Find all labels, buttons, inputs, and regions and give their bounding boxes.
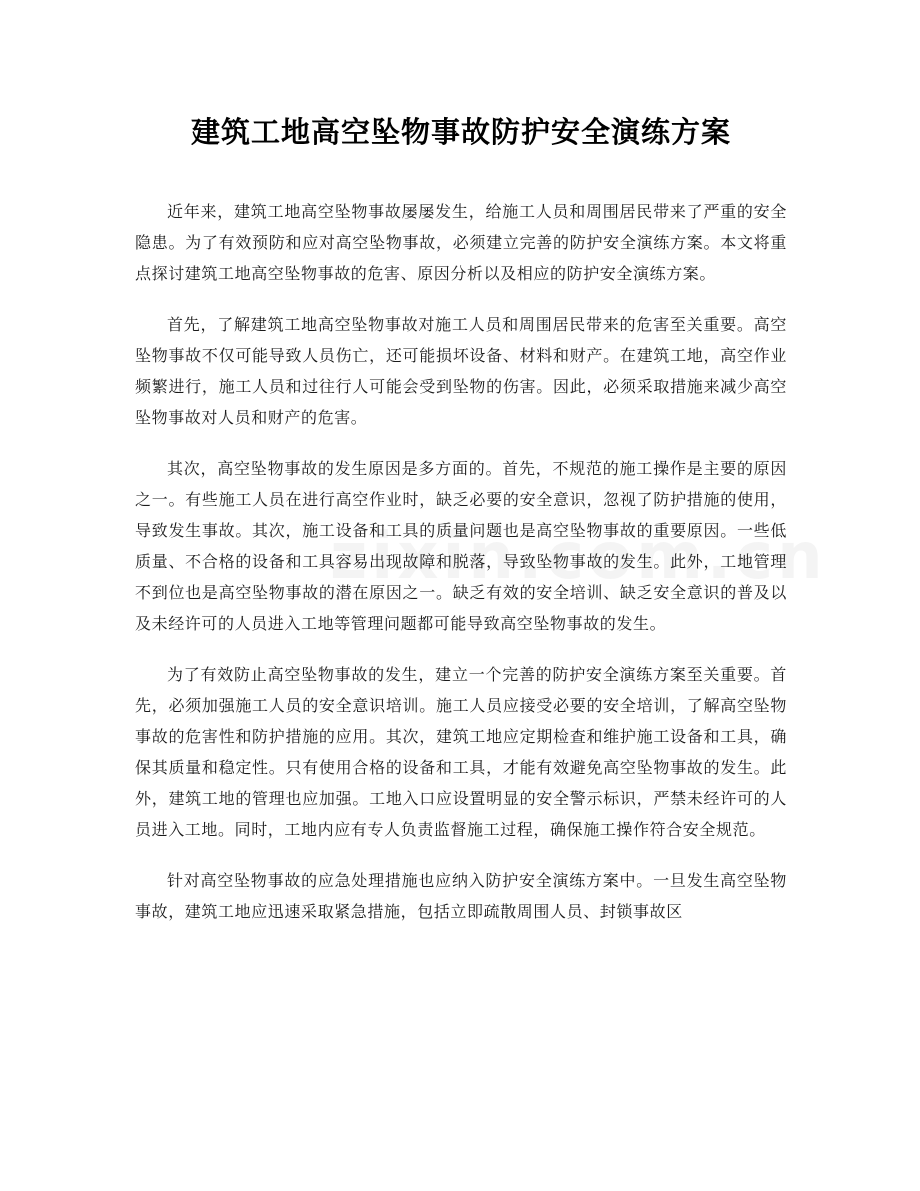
document-title: 建筑工地高空坠物事故防护安全演练方案: [190, 115, 731, 149]
paragraph-2: 首先，了解建筑工地高空坠物事故对施工人员和周围居民带来的危害至关重要。高空坠物事故不仅可能导致人员伤亡，还可能损坏设备、材料和财产。在建筑工地，高空作业频繁进行，施工人员和过往行人可能会受到坠物的伤害。因此，必须采取措施来减少高空坠物事故对人员和财产的危害。: [135, 315, 787, 427]
paragraph-3: 其次，高空坠物事故的发生原因是多方面的。首先，不规范的施工操作是主要的原因之一。有些施工人员在进行高空作业时，缺乏必要的安全意识，忽视了防护措施的使用，导致发生事故。其次，施工设备和工具的质量问题也是高空坠物事故的重要原因。一些低质量、不合格的设备和工具容易出现故障和脱落，导致坠物事故的发生。此外，工地管理不到位也是高空坠物事故的潜在原因之一。缺乏有效的安全培训、缺乏安全意识的普及以及未经许可的人员进入工地等管理问题都可能导致高空坠物事故的发生。: [135, 459, 787, 633]
paragraph-1: 近年来，建筑工地高空坠物事故屡屡发生，给施工人员和周围居民带来了严重的安全隐患。为了有效预防和应对高空坠物事故，必须建立完善的防护安全演练方案。本文将重点探讨建筑工地高空坠物事故的危害、原因分析以及相应的防护安全演练方案。: [135, 202, 787, 283]
paragraph-5: 针对高空坠物事故的应急处理措施也应纳入防护安全演练方案中。一旦发生高空坠物事故，建筑工地应迅速采取紧急措施，包括立即疏散周围人员、封锁事故区: [135, 871, 787, 921]
paragraph-4: 为了有效防止高空坠物事故的发生，建立一个完善的防护安全演练方案至关重要。首先，必须加强施工人员的安全意识培训。施工人员应接受必要的安全培训，了解高空坠物事故的危害性和防护措施的应用。其次，建筑工地应定期检查和维护施工设备和工具，确保其质量和稳定性。只有使用合格的设备和工具，才能有效避免高空坠物事故的发生。此外，建筑工地的管理也应加强。工地入口应设置明显的安全警示标识，严禁未经许可的人员进入工地。同时，工地内应有专人负责监督施工过程，确保施工操作符合安全规范。: [135, 665, 787, 839]
